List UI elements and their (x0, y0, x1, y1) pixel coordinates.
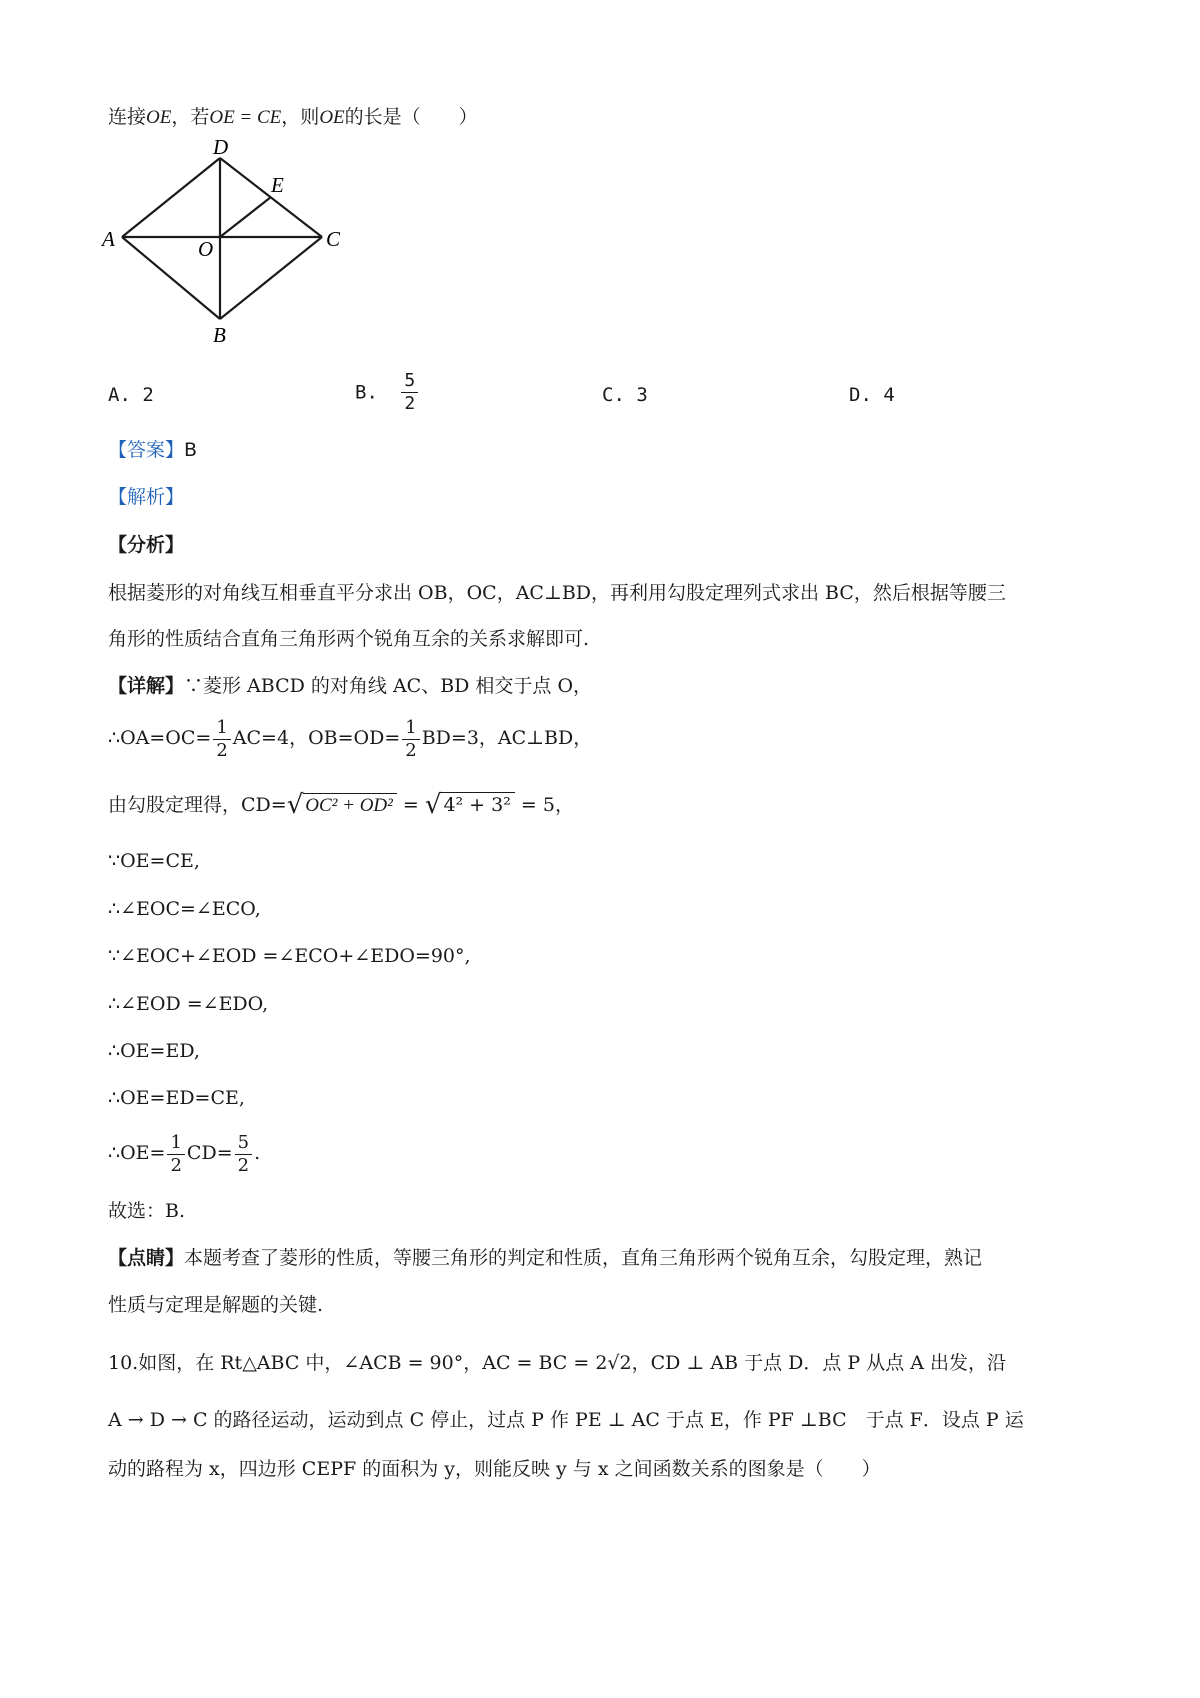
fraction (167, 1132, 184, 1177)
q10-line-3: 动的路程为 x，四边形 CEPF 的面积为 y，则能反映 y 与 x 之间函数关系的图象是（ ） (108, 1458, 881, 1480)
q9-stem (108, 104, 478, 131)
rhombus-figure (100, 135, 360, 348)
option-b (355, 370, 420, 415)
answer-value: B (184, 439, 198, 461)
detail-text: AC=4，OB=OD= (232, 727, 401, 749)
detail-line-10 (108, 1128, 260, 1178)
q9-text: ，则 (281, 106, 320, 128)
fraction (402, 717, 419, 762)
guxuan-line: 故选：B. (108, 1200, 186, 1222)
q9-math: OE = CE (209, 107, 282, 128)
fenxi-tag: 【分析】 (108, 534, 185, 556)
side-ad (122, 158, 220, 237)
fenxi-line-1: 根据菱形的对角线互相垂直平分求出 OB，OC，AC⊥BD，再利用勾股定理列式求出 BC，然后根据等腰三 (108, 582, 1006, 604)
fraction-denominator: 2 (405, 739, 417, 761)
option-a: A. 2 (108, 384, 154, 406)
detail-text: ∵菱形 ABCD 的对角线 AC、BD 相交于点 O， (184, 675, 593, 697)
sqrt-expression: OC² + OD² (303, 793, 397, 818)
detail-text: 由勾股定理得，CD= (108, 794, 287, 816)
fraction-numerator: 1 (167, 1132, 184, 1155)
q9-math: OE (146, 107, 172, 128)
q10-line-1: 10.如图，在 Rt△ABC 中，∠ACB = 90°，AC = BC = 2√2，CD ⊥ AB 于点 D．点 P 从点 A 出发，沿 (108, 1352, 1007, 1374)
sqrt-expression: 4² + 3² (441, 792, 514, 817)
q9-text: 的长是（ ） (344, 106, 478, 128)
dianjing-line-1 (108, 1245, 982, 1271)
label-o: O (198, 237, 214, 261)
fraction-denominator: 2 (237, 1154, 250, 1176)
detail-line-1 (108, 673, 592, 699)
q9-text: ，若 (171, 106, 210, 128)
dianjing-line-2: 性质与定理是解题的关键. (108, 1294, 324, 1316)
fenxi-line-2: 角形的性质结合直角三角形两个锐角互余的关系求解即可. (108, 628, 590, 650)
dianjing-tag: 【点睛】 (108, 1247, 185, 1269)
radical-sign: √ (424, 790, 442, 820)
detail-text: ∴OE= (108, 1142, 166, 1164)
fraction-numerator: 1 (213, 717, 230, 740)
fraction (235, 1132, 252, 1177)
option-b-prefix: B. (355, 381, 378, 404)
answer-tag: 【答案】 (108, 439, 185, 461)
detail-line-4: ∵OE=CE, (108, 850, 200, 872)
q9-math: OE (319, 107, 345, 128)
fraction-denominator: 2 (404, 393, 416, 414)
option-b-fraction (401, 370, 418, 415)
label-a: A (102, 227, 115, 251)
detail-text: ∴OA=OC= (108, 727, 212, 749)
detail-text: BD=3，AC⊥BD， (421, 727, 593, 749)
label-e: E (271, 173, 284, 197)
radical-sign: √ (286, 790, 304, 820)
fraction-numerator: 5 (401, 370, 418, 393)
answer-line (108, 437, 197, 463)
label-b: B (213, 323, 226, 347)
fraction-denominator: 2 (170, 1154, 182, 1176)
segment-oe (220, 197, 271, 237)
analysis-tag: 【解析】 (108, 486, 185, 508)
label-c: C (326, 227, 341, 251)
detail-line-8: ∴OE=ED, (108, 1040, 200, 1062)
detail-text: = 5， (520, 794, 574, 816)
fraction-denominator: 2 (216, 739, 228, 761)
fraction-numerator: 5 (235, 1132, 252, 1155)
detail-text: CD= (186, 1142, 233, 1164)
detail-line-9: ∴OE=ED=CE, (108, 1087, 245, 1109)
detail-line-2 (108, 713, 592, 763)
detail-text: . (254, 1142, 261, 1164)
dianjing-text: 本题考查了菱形的性质，等腰三角形的判定和性质，直角三角形两个锐角互余，勾股定理，熟记 (184, 1247, 983, 1269)
detail-line-3 (108, 792, 574, 818)
side-cb (220, 237, 322, 319)
detail-tag: 【详解】 (108, 675, 185, 697)
q10-line-2: A → D → C 的路径运动，运动到点 C 停止，过点 P 作 PE ⊥ AC 于点 E，作 PF ⊥BC 于点 F．设点 P 运 (108, 1409, 1024, 1431)
equals-sign: = (402, 794, 419, 816)
q9-text: 连接 (108, 106, 147, 128)
detail-line-6: ∵∠EOC+∠EOD =∠ECO+∠EDO=90°, (108, 945, 471, 967)
detail-line-5: ∴∠EOC=∠ECO, (108, 898, 261, 920)
fraction (213, 717, 230, 762)
fraction-numerator: 1 (402, 717, 419, 740)
option-d: D. 4 (849, 384, 895, 406)
option-c: C. 3 (602, 384, 648, 406)
detail-line-7: ∴∠EOD =∠EDO, (108, 993, 269, 1015)
label-d: D (213, 135, 229, 159)
